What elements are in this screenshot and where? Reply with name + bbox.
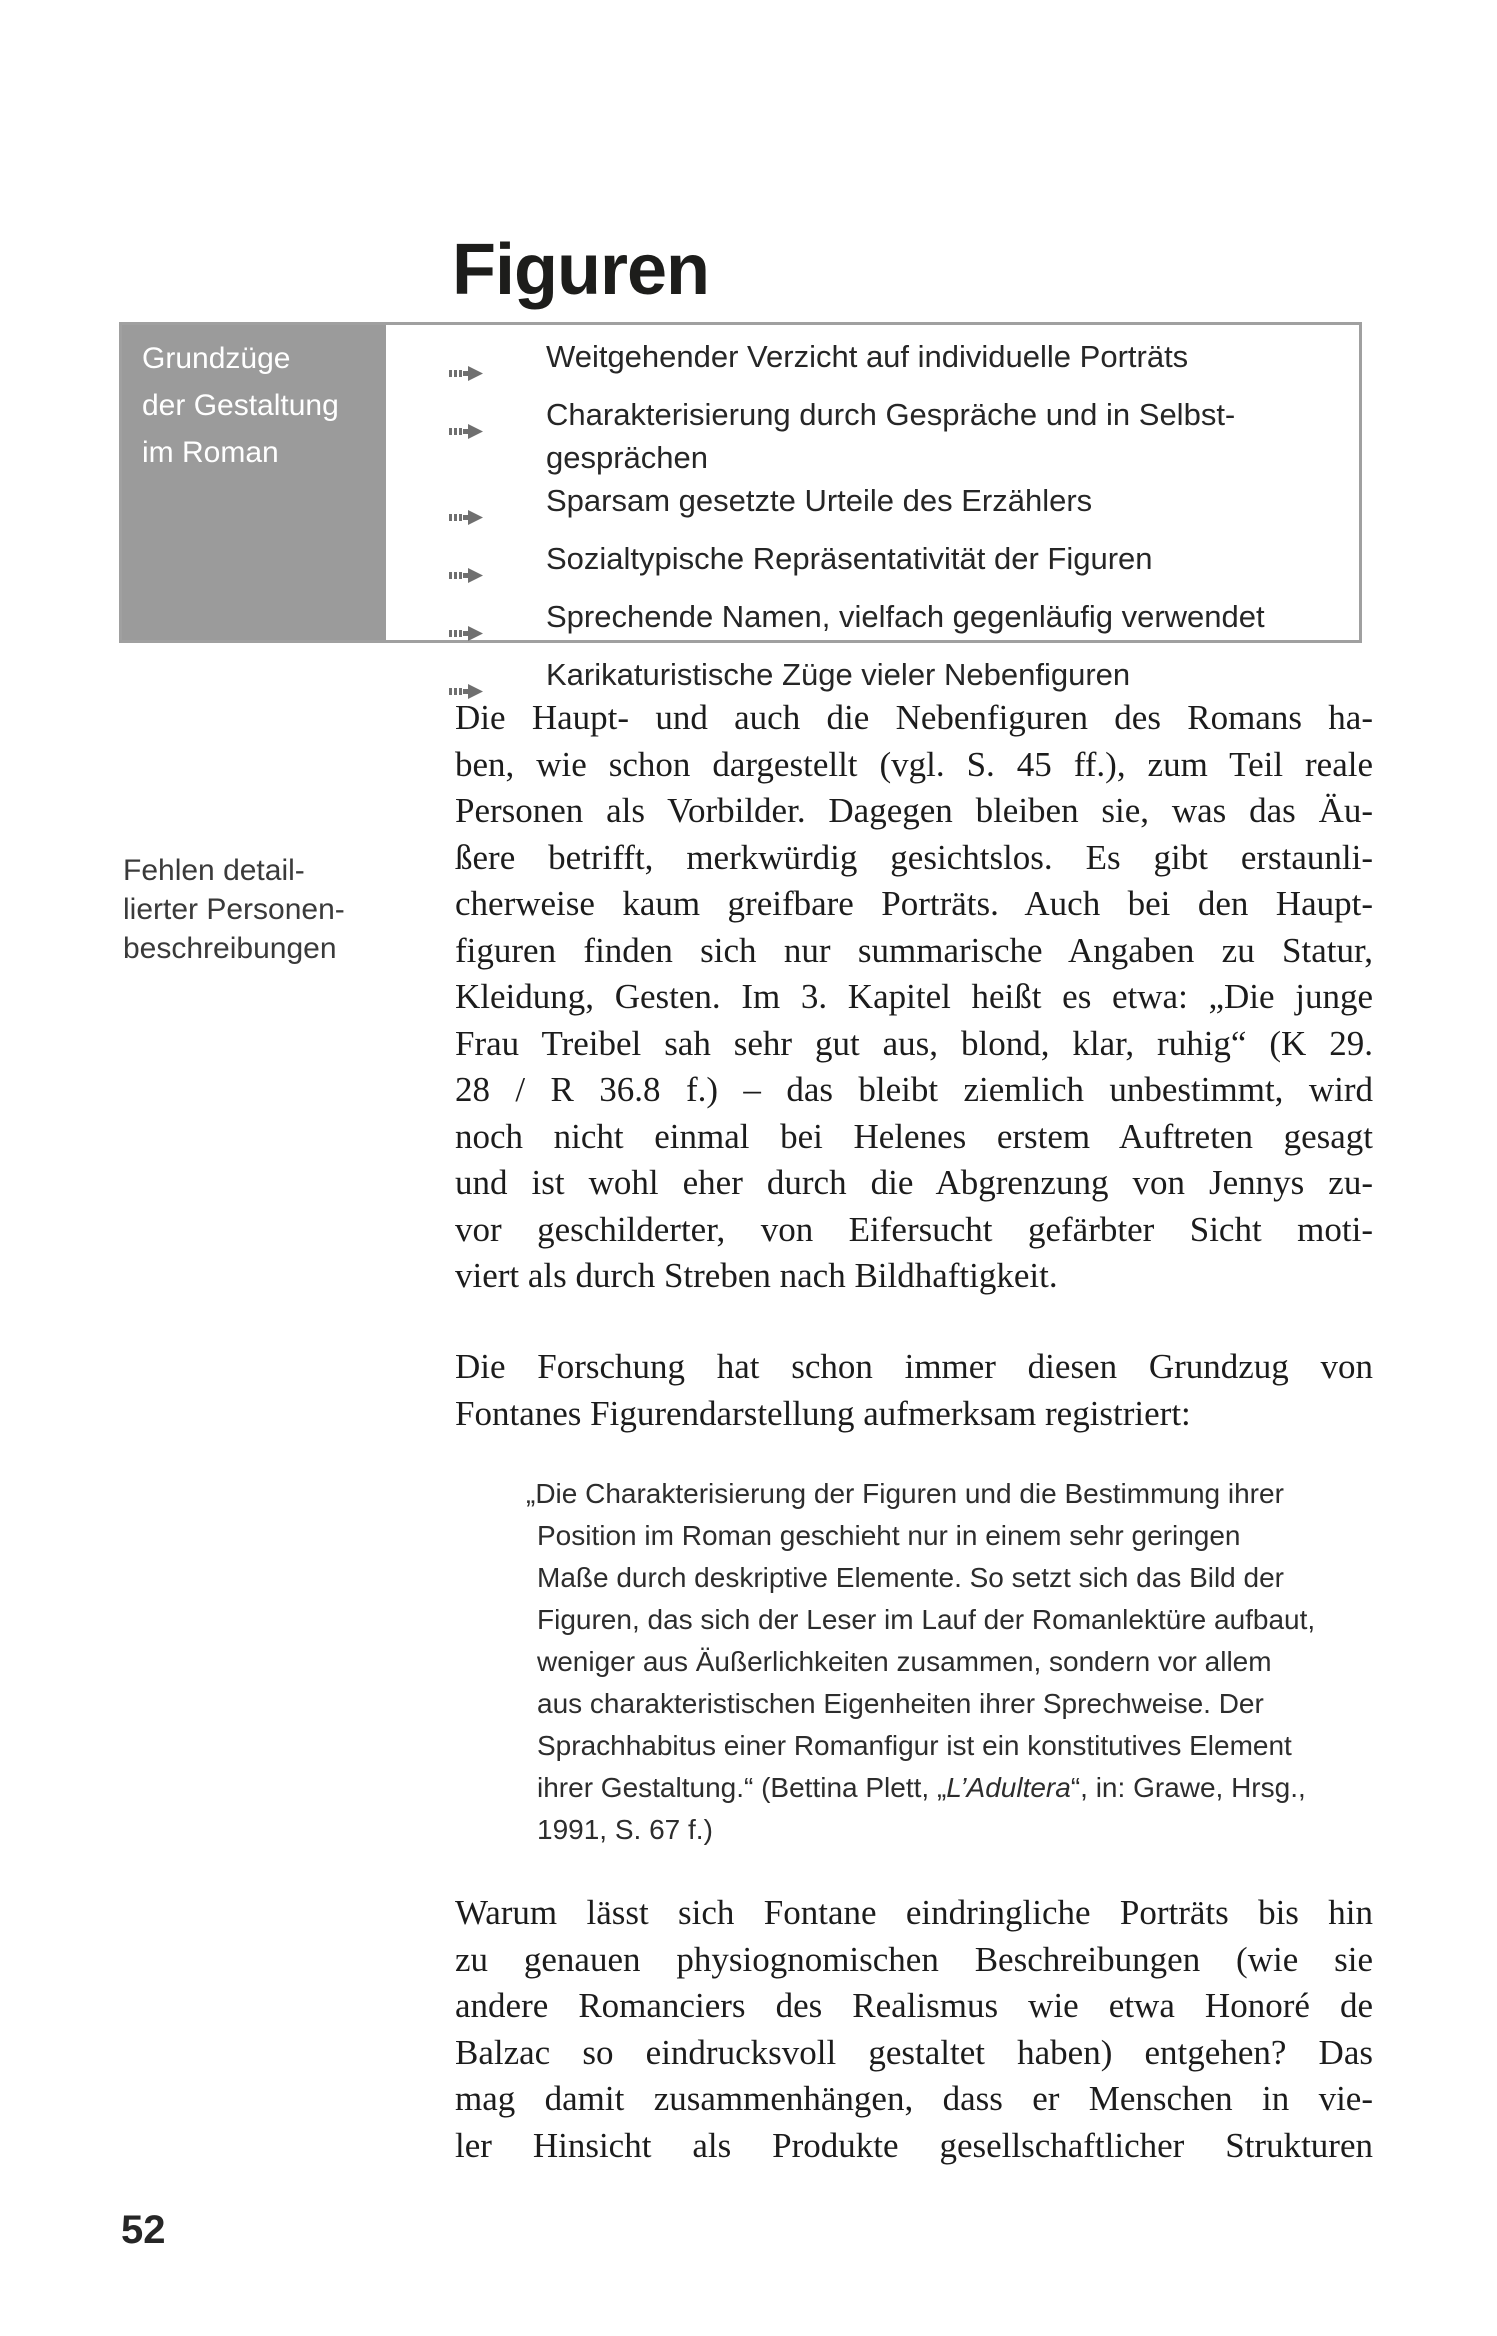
text-line: Kleidung, Gesten. Im 3. Kapitel heißt es etwa: „Die junge <box>455 977 1373 1016</box>
text-line: Figuren, das sich der Leser im Lauf der Romanlektüre aufbaut, <box>537 1604 1316 1635</box>
dashed-right-arrow-icon <box>449 479 483 537</box>
text-line: gesprächen <box>546 440 709 475</box>
paragraph <box>455 695 1373 1300</box>
text-line: Charakterisierung durch Gespräche und in Selbst- <box>546 397 1236 432</box>
text-line: 28 / R 36.8 f.) – das bleibt ziemlich unbestimmt, wird <box>455 1070 1373 1109</box>
text-line: Fontanes Figurendarstellung aufmerksam registriert: <box>455 1393 1191 1433</box>
list-item-text <box>546 537 1359 580</box>
text-line: viert als durch Streben nach Bildhaftigkeit. <box>455 1256 1058 1295</box>
list-item <box>386 335 1359 393</box>
info-box-bullet-list <box>386 325 1359 692</box>
text-line: Position im Roman geschieht nur in einem sehr geringen <box>537 1520 1241 1551</box>
dashed-right-arrow-icon <box>449 335 483 393</box>
text-line: Weitgehender Verzicht auf individuelle Porträts <box>546 339 1189 374</box>
text-line: Maße durch deskriptive Elemente. So setzt sich das Bild der <box>537 1562 1285 1593</box>
text-line: Sparsam gesetzte Urteile des Erzählers <box>546 483 1093 518</box>
text-line: im Roman <box>142 436 279 469</box>
text-line: ler Hinsicht als Produkte gesellschaftlicher Strukturen <box>455 2125 1373 2165</box>
list-item <box>386 479 1359 537</box>
text-line: Die Forschung hat schon immer diesen Grundzug von <box>455 1347 1373 1386</box>
chapter-title: Figuren <box>452 230 709 311</box>
text-line: weniger aus Äußerlichkeiten zusammen, sondern vor allem <box>537 1646 1272 1677</box>
text-line: und ist wohl eher durch die Abgrenzung von Jennys zu- <box>455 1163 1373 1202</box>
block-quote <box>526 1473 1377 1851</box>
list-item <box>386 393 1359 479</box>
text-line: ben, wie schon dargestellt (vgl. S. 45 ff.), zum Teil reale <box>455 744 1373 784</box>
text-line: Sprachhabitus einer Romanfigur ist ein konstitutives Element <box>537 1730 1292 1761</box>
text-line: „Die Charakterisierung der Figuren und die Bestimmung ihrer <box>526 1478 1284 1509</box>
text-line: zu genauen physiognomischen Beschreibungen (wie sie <box>455 1939 1373 1979</box>
paragraph <box>455 1890 1373 2169</box>
text-line: ßere betrifft, merkwürdig gesichtslos. Es gibt erstaunli- <box>455 837 1373 877</box>
text-line: der Gestaltung <box>142 389 339 422</box>
list-item-text <box>546 479 1359 522</box>
list-item <box>386 595 1359 653</box>
text-line: Sozialtypische Repräsentativität der Figuren <box>546 541 1153 576</box>
list-item <box>386 537 1359 595</box>
text-line: noch nicht einmal bei Helenes erstem Auftreten gesagt <box>455 1116 1373 1156</box>
text-line: Personen als Vorbilder. Dagegen bleiben sie, was das Äu- <box>455 791 1373 830</box>
list-item-text <box>546 393 1359 479</box>
margin-note <box>123 851 433 968</box>
text-line: andere Romanciers des Realismus wie etwa Honoré de <box>455 1986 1373 2025</box>
list-item-text <box>546 595 1359 638</box>
text-line: 1991, S. 67 f.) <box>537 1814 713 1845</box>
text-line: Karikaturistische Züge vieler Nebenfiguren <box>546 657 1131 692</box>
text-line: Sprechende Namen, vielfach gegenläufig verwendet <box>546 599 1265 634</box>
text-line: Warum lässt sich Fontane eindringliche Porträts bis hin <box>455 1893 1373 1932</box>
paragraph <box>455 1344 1373 1437</box>
text-line: figuren finden sich nur summarische Angaben zu Statur, <box>455 930 1373 970</box>
text-line: vor geschilderter, von Eifersucht gefärbter Sicht moti- <box>455 1209 1373 1249</box>
list-item-text <box>546 653 1359 696</box>
list-item-text <box>546 335 1359 378</box>
text-line: Fehlen detail- <box>123 854 305 887</box>
text-line: mag damit zusammenhängen, dass er Menschen in vie- <box>455 2079 1373 2118</box>
dashed-right-arrow-icon <box>449 595 483 653</box>
text-line: lierter Personen- <box>123 893 345 926</box>
text-line: Grundzüge <box>142 342 291 375</box>
info-box-sidebar-label <box>122 325 386 640</box>
dashed-right-arrow-icon <box>449 393 483 451</box>
text-line: aus charakteristischen Eigenheiten ihrer Sprechweise. Der <box>537 1688 1264 1719</box>
page-number: 52 <box>121 2208 166 2252</box>
text-line: Frau Treibel sah sehr gut aus, blond, klar, ruhig“ (K 29. <box>455 1023 1373 1063</box>
text-line: ihrer Gestaltung.“ (Bettina Plett, „L’Adultera“, in: Grawe, Hrsg., <box>537 1772 1306 1803</box>
dashed-right-arrow-icon <box>449 537 483 595</box>
text-line: Balzac so eindrucksvoll gestaltet haben) entgehen? Das <box>455 2032 1373 2072</box>
text-line: beschreibungen <box>123 932 337 965</box>
text-line: cherweise kaum greifbare Porträts. Auch bei den Haupt- <box>455 884 1373 923</box>
summary-info-box <box>119 322 1362 692</box>
text-line: Die Haupt- und auch die Nebenfiguren des Romans ha- <box>455 698 1373 737</box>
